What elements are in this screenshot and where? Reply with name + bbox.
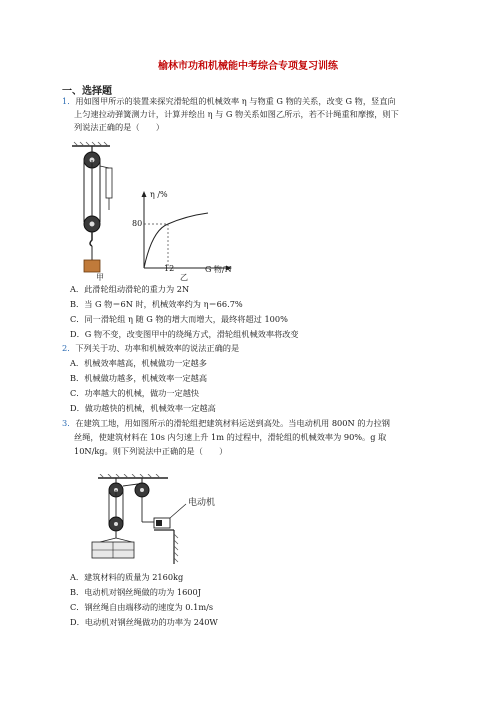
fig-jia-label: 甲 — [96, 273, 104, 282]
q1-figure-jia — [70, 140, 130, 280]
chart-ylabel: η /% — [150, 190, 168, 199]
q3-figure — [88, 474, 268, 566]
q1-line1 — [62, 96, 396, 107]
q3-text-1: 在建筑工地，用如图所示的滑轮组把建筑材料运送到高处。当电动机用 800N 的力拉钢 — [75, 418, 390, 428]
fig-yi-label: 乙 — [180, 273, 188, 282]
q2-stem-line — [62, 343, 239, 354]
q3-line3: 10N/kg。则下列说法中正确的是（ ） — [74, 446, 228, 456]
page-title: 榆林市功和机械能中考综合专项复习训练 — [158, 61, 338, 72]
q1-text-1: 用如图甲所示的装置来探究滑轮组的机械效率 η 与物重 G 物的关系，改变 G 物，竖直向 — [75, 96, 396, 106]
q1-number: 1． — [62, 96, 76, 106]
efficiency-curve — [144, 213, 208, 268]
spring-scale — [106, 168, 112, 198]
motor-label: 电动机 — [188, 498, 216, 508]
q1-line3: 列说法正确的是（ ） — [74, 122, 165, 132]
q3-option-d: D．电动机对钢丝绳做功的功率为 240W — [70, 617, 218, 627]
hook — [90, 232, 92, 246]
chart-y-tick: 80 — [132, 219, 143, 228]
q3-option-b: B．电动机对钢丝绳做的功为 1600J — [70, 587, 201, 597]
q2-option-b: B．机械做功越多，机械效率一定越高 — [70, 373, 208, 383]
motor-leader-line — [170, 504, 186, 518]
q1-option-a: A．此滑轮组动滑轮的重力为 2N — [70, 284, 190, 294]
weight-box — [84, 260, 100, 272]
q1-option-b: B．当 G 物＝6N 时，机械效率约为 η＝66.7% — [70, 299, 243, 309]
q1-option-d: D．G 物不变，改变图甲中的绕绳方式，滑轮组机械效率将改变 — [70, 329, 299, 339]
q1-option-c: C．同一滑轮组 η 随 G 物的增大而增大，最终将超过 100% — [70, 314, 288, 324]
q3-option-c: C．钢丝绳自由端移动的速度为 0.1m/s — [70, 602, 214, 612]
q2-option-c: C．功率越大的机械，做功一定越快 — [70, 388, 200, 398]
q2-option-a: A．机械效率越高，机械做功一定越多 — [70, 358, 207, 368]
q3-option-a: A．建筑材料的质量为 2160kg — [70, 572, 184, 582]
q3-number: 3． — [62, 418, 76, 428]
q3-line1 — [62, 418, 390, 429]
chart-x-tick: 12 — [164, 264, 175, 273]
q2-stem: 下列关于功、功率和机械效率的说法正确的是 — [75, 343, 240, 353]
q3-line2: 丝绳，使建筑材料在 10s 内匀速上升 1m 的过程中，滑轮组的机械效率为 90%。g 取 — [74, 432, 387, 442]
q1-line2: 上匀速拉动弹簧测力计，计算并绘出 η 与 G 物关系如图乙所示，若不计绳重和摩擦，则下 — [74, 109, 399, 119]
q2-option-d: D．做功越快的机械，机械效率一定越高 — [70, 403, 216, 413]
q2-number: 2． — [62, 343, 76, 353]
section-heading: 一、选择题 — [62, 86, 112, 97]
chart-xlabel: G 物/N — [205, 265, 232, 274]
